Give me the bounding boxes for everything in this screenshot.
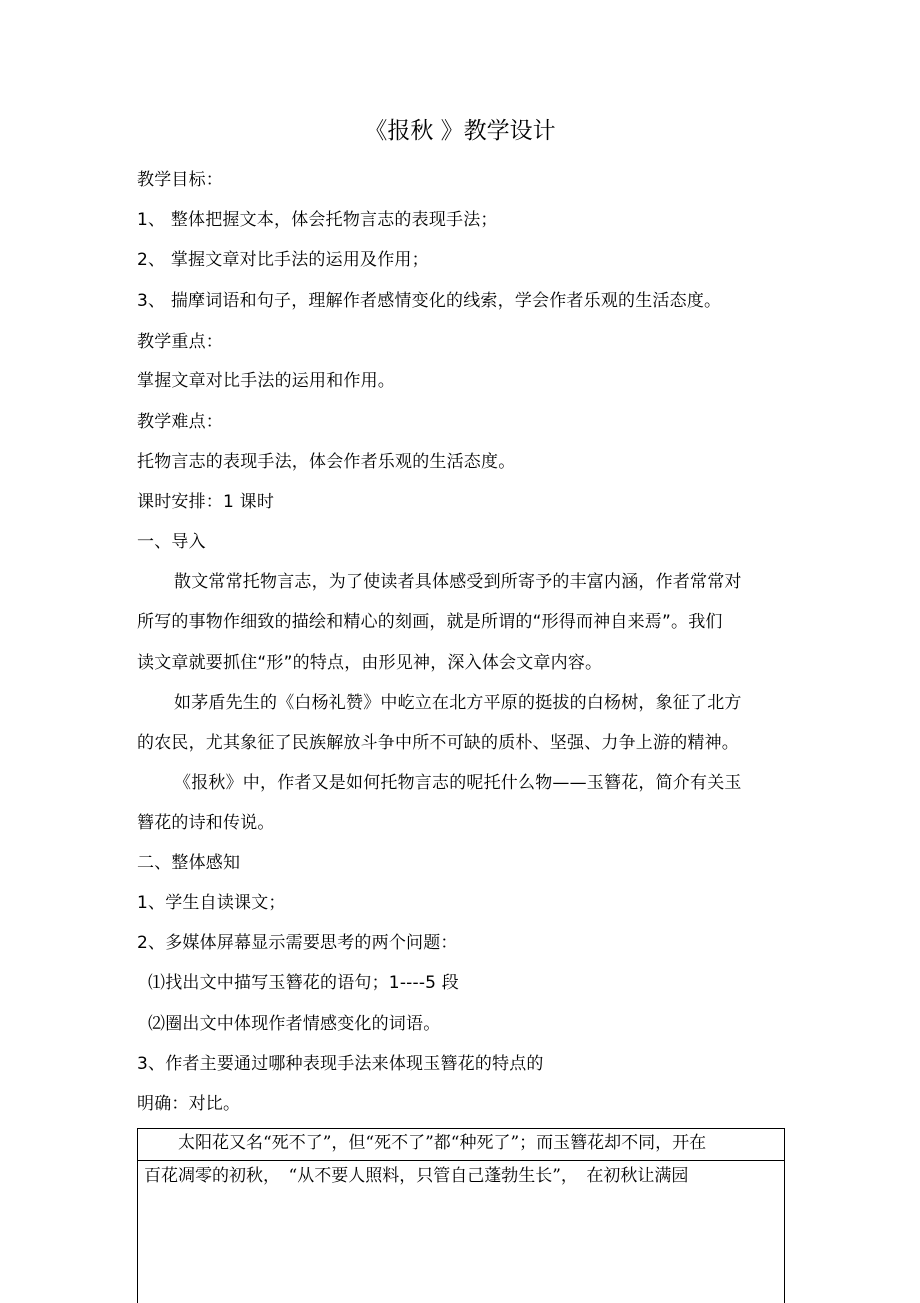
answer-text: 明确：对比。 — [137, 1094, 241, 1114]
document-title: 《报秋 》教学设计 — [364, 118, 556, 144]
section2-heading: 二、整体感知 — [137, 853, 241, 873]
difficulty-heading: 教学难点： — [137, 412, 223, 432]
objectives-heading: 教学目标： — [137, 170, 223, 190]
section2-item-3: 3、作者主要通过哪种表现手法来体现玉簪花的特点的 — [137, 1054, 544, 1074]
intro-paragraph-1-line-3: 读文章就要抓住“形”的特点，由形见神，深入体会文章内容。 — [137, 653, 603, 673]
objective-item-3: 3、 揣摩词语和句子，理解作者感情变化的线索，学会作者乐观的生活态度。 — [137, 291, 722, 311]
intro-paragraph-3-line-1: 《报秋》中，作者又是如何托物言志的呢托什么物——玉簪花，简介有关玉 — [174, 773, 742, 793]
objective-item-1: 1、 整体把握文本，体会托物言志的表现手法； — [137, 210, 498, 230]
intro-paragraph-3-line-2: 簪花的诗和传说。 — [137, 813, 275, 833]
intro-paragraph-1-line-2: 所写的事物作细致的描绘和精心的刻画，就是所谓的“形得而神自来焉”。我们 — [137, 612, 723, 632]
section1-heading: 一、导入 — [137, 532, 206, 552]
schedule-text: 课时安排：1 课时 — [137, 492, 275, 512]
quote-line-2: 百花凋零的初秋， “从不要人照料，只管自己蓬勃生长”， 在初秋让满园 — [144, 1166, 689, 1186]
key-point-heading: 教学重点： — [137, 332, 223, 352]
intro-paragraph-2-line-2: 的农民，尤其象征了民族解放斗争中所不可缺的质朴、坚强、力争上游的精神。 — [137, 733, 739, 753]
section2-item-1: 1、学生自读课文； — [137, 893, 286, 913]
section2-item-2: 2、多媒体屏幕显示需要思考的两个问题： — [137, 933, 458, 953]
intro-paragraph-1-line-1: 散文常常托物言志，为了使读者具体感受到所寄予的丰富内涵，作者常常对 — [174, 572, 742, 592]
question-1: ⑴找出文中描写玉簪花的语句；1----5 段 — [148, 973, 459, 993]
question-2: ⑵圈出文中体现作者情感变化的词语。 — [148, 1014, 441, 1034]
difficulty-text: 托物言志的表现手法，体会作者乐观的生活态度。 — [137, 452, 516, 472]
intro-paragraph-2-line-1: 如茅盾先生的《白杨礼赞》中屹立在北方平原的挺拔的白杨树，象征了北方 — [174, 693, 742, 713]
quote-box — [137, 1128, 785, 1303]
quote-line-1: 太阳花又名“死不了”，但“死不了”都“种死了”；而玉簪花却不同，开在 — [144, 1133, 707, 1153]
objective-item-2: 2、 掌握文章对比手法的运用及作用； — [137, 250, 429, 270]
quote-row-divider — [138, 1160, 784, 1161]
key-point-text: 掌握文章对比手法的运用和作用。 — [137, 371, 395, 391]
